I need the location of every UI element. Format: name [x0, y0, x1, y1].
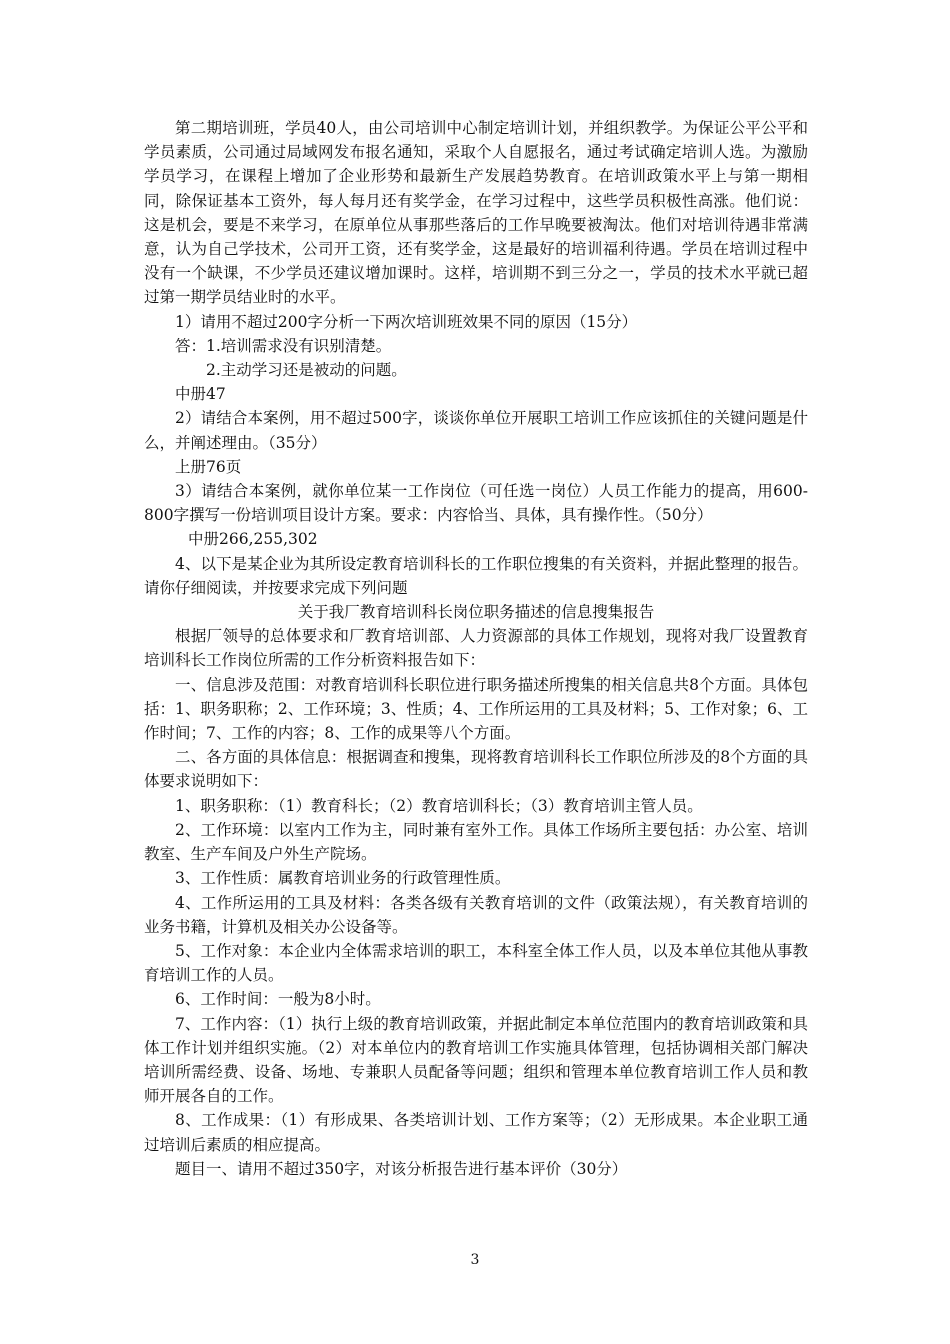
answer-line-2: 2.主动学习还是被动的问题。: [206, 361, 407, 380]
report-section-1: 一、信息涉及范围：对教育培训科长职位进行职务描述所搜集的相关信息共8个方面。具体包括：1、职务职称；2、工作环境；3、性质；4、工作所运用的工具及材料；5、工作对象；6、工作时间；7、工作的内容；8、工作的成果等八个方面。: [144, 675, 808, 743]
reference-note-3: 中册266,255,302: [188, 530, 318, 549]
report-item-8: 8、工作成果：（1）有形成果、各类培训计划、工作方案等；（2）无形成果。本企业职工通过培训后素质的相应提高。: [144, 1111, 808, 1154]
report-item-3: 3、工作性质：属教育培训业务的行政管理性质。: [175, 869, 511, 888]
question-2: 2）请结合本案例，用不超过500字，谈谈你单位开展职工培训工作应该抓住的关键问题是什么，并阐述理由。（35分）: [144, 409, 808, 452]
report-title: 关于我厂教育培训科长岗位职务描述的信息搜集报告: [297, 603, 655, 622]
page-number: 3: [470, 1252, 480, 1268]
document-body: [144, 116, 808, 1181]
question-1: 1）请用不超过200字分析一下两次培训班效果不同的原因（15分）: [175, 312, 638, 331]
case-paragraph: 第二期培训班，学员40人，由公司培训中心制定培训计划，并组织教学。为保证公平公平和学员素质，公司通过局域网发布报名通知，采取个人自愿报名，通过考试确定培训人选。为激励学员学习，在课程上增加了企业形势和最新生产发展趋势教育。在培训政策水平上与第一期相同，除保证基本工资外，每人每月还有奖学金，在学习过程中，这些学员积极性高涨。他们说：这是机会，要是不来学习，在原单位从事那些落后的工作早晚要被淘汰。他们对培训待遇非常满意，认为自己学技术，公司开工资，还有奖学金，这是最好的培训福利待遇。学员在培训过程中没有一个缺课，不少学员还建议增加课时。这样，培训期不到三分之一，学员的技术水平就已超过第一期学员结业时的水平。: [144, 119, 808, 307]
question-final: 题目一、请用不超过350字，对该分析报告进行基本评价（30分）: [175, 1159, 628, 1178]
report-item-4: 4、工作所运用的工具及材料：各类各级有关教育培训的文件（政策法规），有关教育培训的业务书籍，计算机及相关办公设备等。: [144, 893, 808, 936]
question-3: 3）请结合本案例，就你单位某一工作岗位（可任选一岗位）人员工作能力的提高，用600-800字撰写一份培训项目设计方案。要求：内容恰当、具体，具有操作性。（50分）: [144, 482, 808, 525]
report-item-5: 5、工作对象：本企业内全体需求培训的职工，本科室全体工作人员，以及本单位其他从事教育培训工作的人员。: [144, 941, 808, 985]
reference-note-2: 上册76页: [175, 457, 242, 476]
report-item-6: 6、工作时间：一般为8小时。: [175, 990, 381, 1009]
answer-line-1: 答：1.培训需求没有识别清楚。: [175, 336, 392, 355]
report-intro: 根据厂领导的总体要求和厂教育培训部、人力资源部的具体工作规划，现将对我厂设置教育培训科长工作岗位所需的工作分析资料报告如下：: [144, 627, 808, 670]
report-item-2: 2、工作环境：以室内工作为主，同时兼有室外工作。具体工作场所主要包括：办公室、培训教室、生产车间及户外生产院场。: [144, 820, 808, 864]
question-4: 4、以下是某企业为其所设定教育培训科长的工作职位搜集的有关资料，并据此整理的报告。请你仔细阅读，并按要求完成下列问题: [144, 554, 808, 597]
report-item-7: 7、工作内容：（1）执行上级的教育培训政策，并据此制定本单位范围内的教育培训政策和具体工作计划并组织实施。（2）对本单位内的教育培训工作实施具体管理，包括协调相关部门解决培训所需经费、设备、场地、专兼职人员配备等问题；组织和管理本单位教育培训工作人员和教师开展各自的工作。: [144, 1014, 808, 1106]
report-item-1: 1、职务职称：（1）教育科长；（2）教育培训科长；（3）教育培训主管人员。: [175, 796, 703, 815]
report-section-2: 二、各方面的具体信息：根据调查和搜集，现将教育培训科长工作职位所涉及的8个方面的具体要求说明如下：: [144, 748, 808, 791]
reference-note-1: 中册47: [175, 385, 226, 404]
